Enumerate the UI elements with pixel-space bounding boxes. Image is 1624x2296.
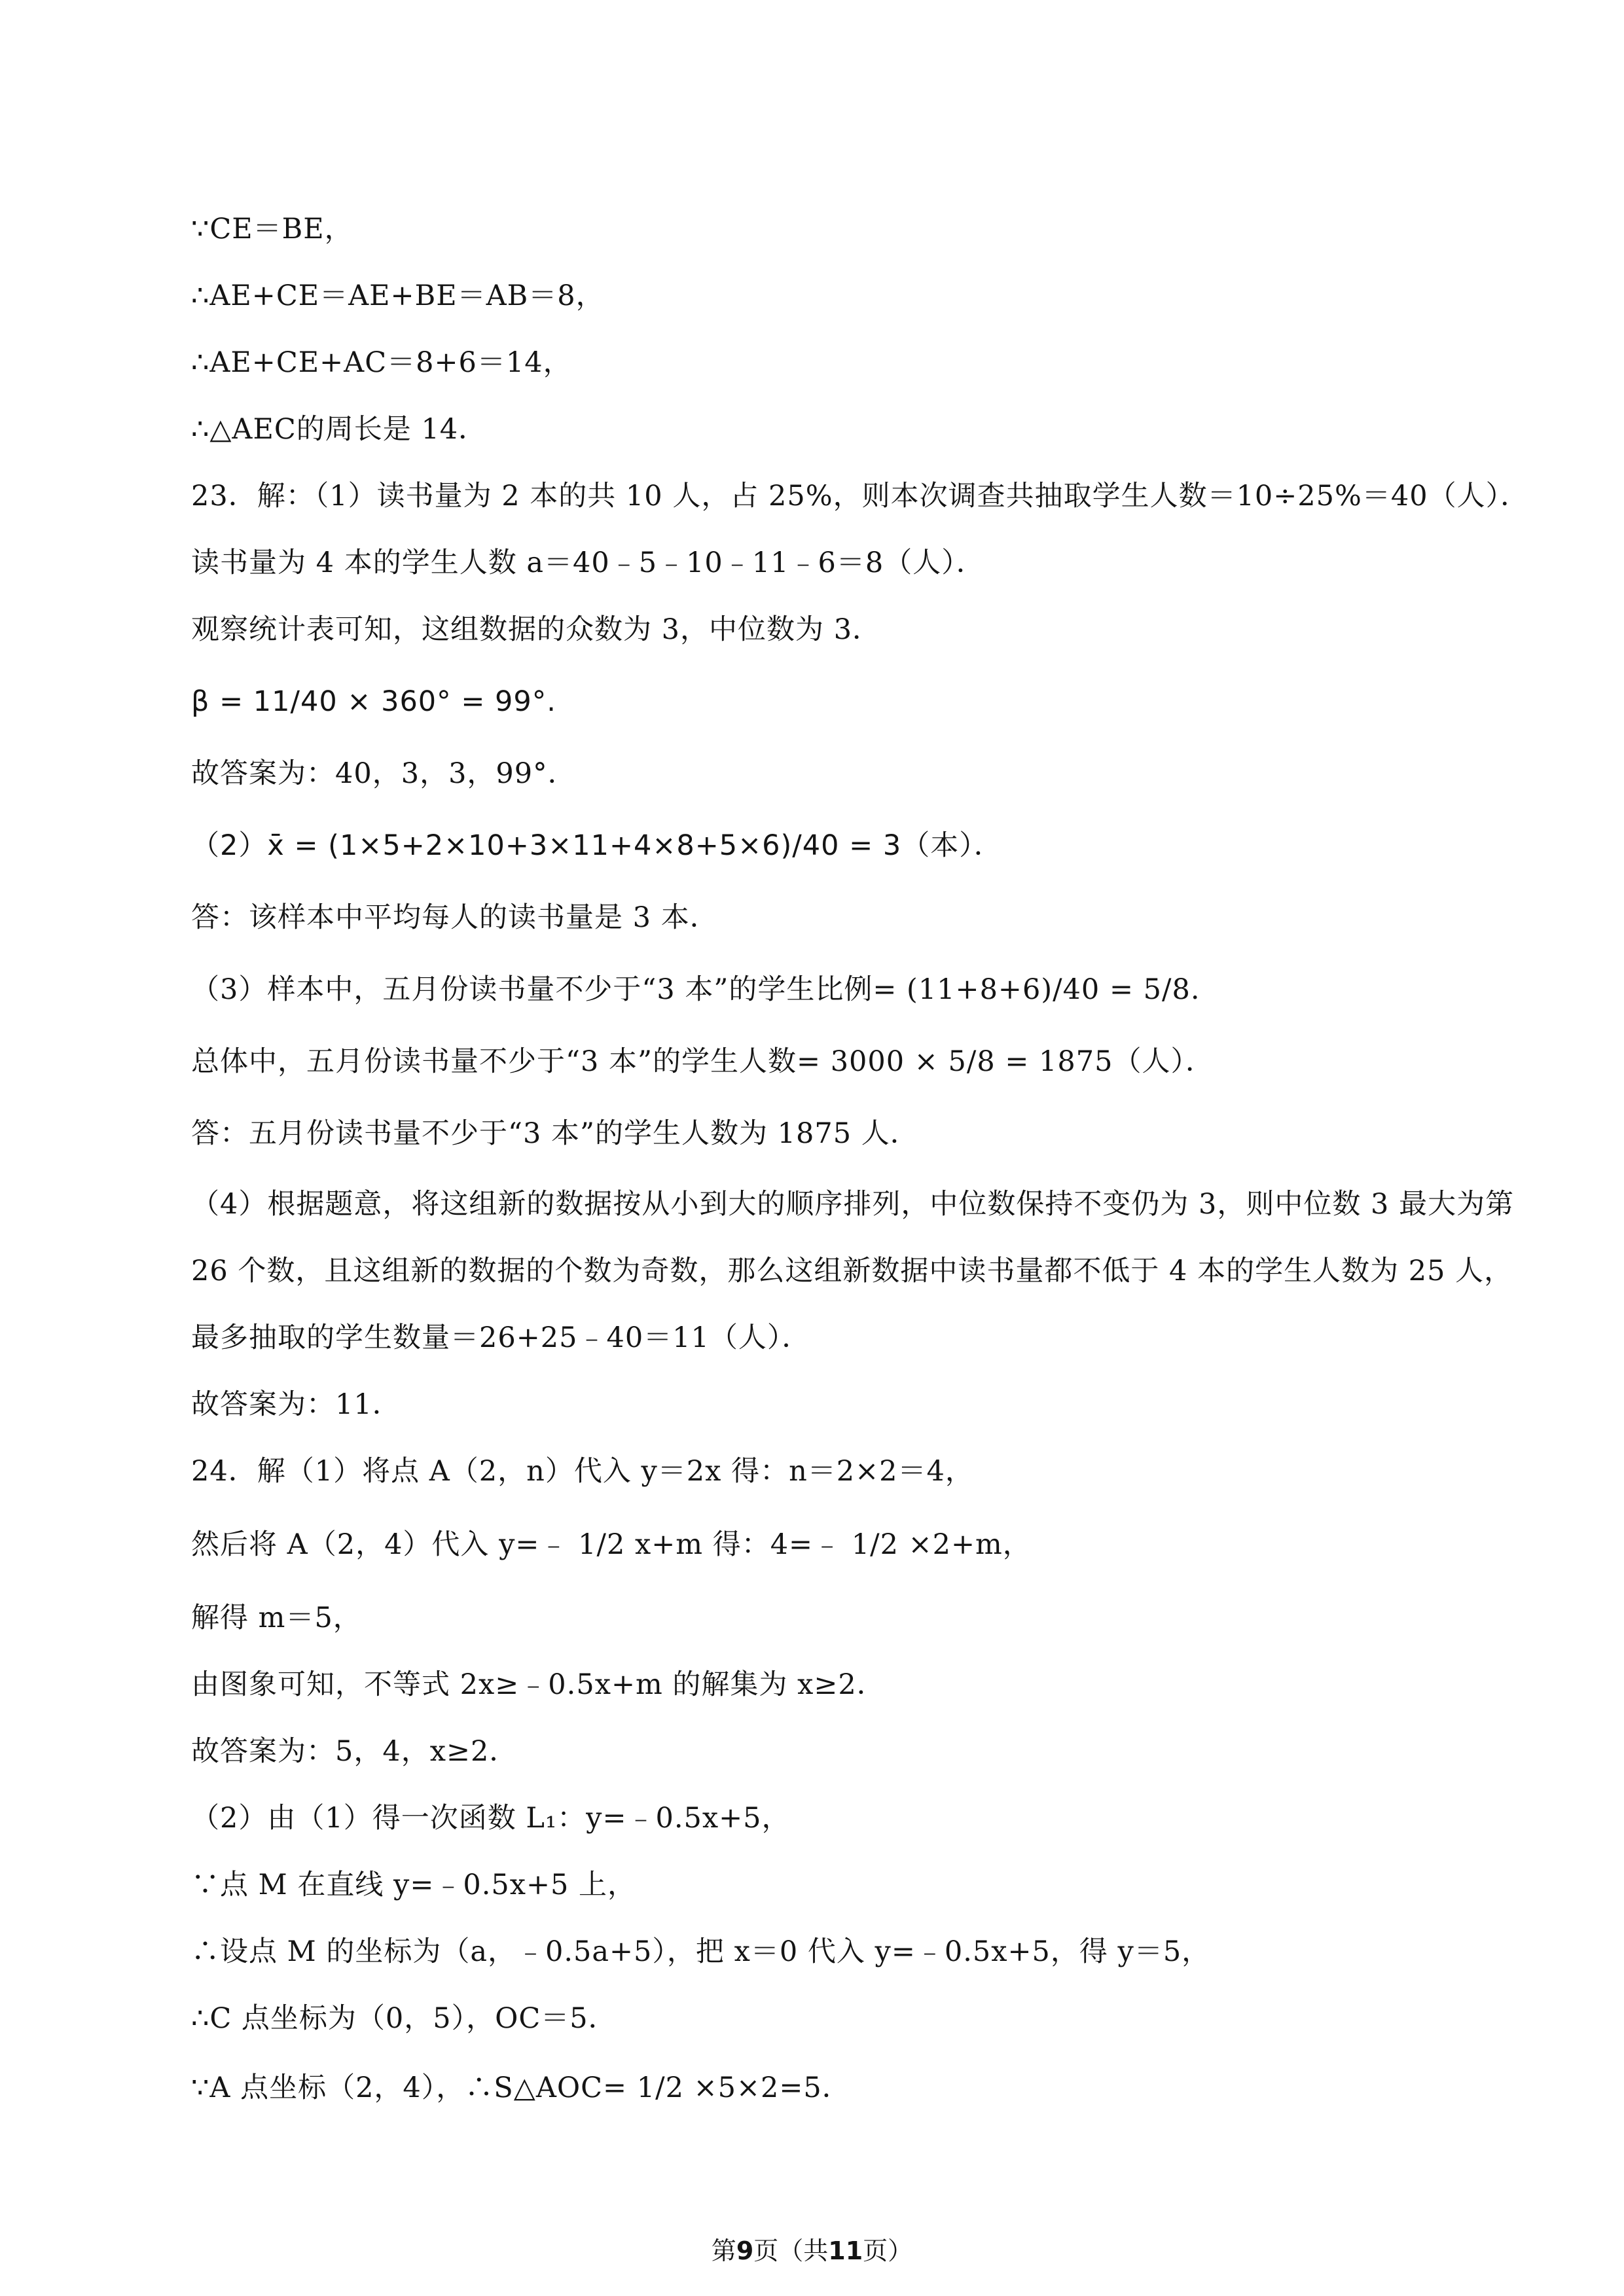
footer-middle: 页（共 [753,2236,829,2265]
text-line-26: ∴设点 M 的坐标为（a，﹣0.5a+5），把 x＝0 代入 y=﹣0.5x+5，得 y＝5， [191,1935,1211,1968]
text-line-17: 最多抽取的学生数量＝26+25﹣40＝11（人）． [191,1321,811,1354]
text-line-21: 解得 m＝5， [191,1602,362,1634]
text-line-11: 答：该样本中平均每人的读书量是 3 本． [191,901,719,934]
text-line-5: 23．解：（1）读书量为 2 本的共 10 人，占 25%，则本次调查共抽取学生人数＝10÷25%＝40（人）． [191,480,1530,512]
text-line-27: ∴C 点坐标为（0，5），OC＝5． [191,2002,617,2035]
text-line-3: ∴AE+CE+AC＝8+6＝14， [191,346,572,379]
text-line-4: ∴△AEC的周长是 14． [191,413,488,446]
text-line-19: 24．解（1）将点 A（2，n）代入 y＝2x 得：n＝2×2＝4， [191,1455,974,1488]
formula-beta: β = 11/40 × 360° = 99°. [191,685,556,718]
footer-total-pages: 11 [828,2236,863,2265]
footer-suffix: 页） [863,2236,913,2265]
footer-prefix: 第 [711,2236,736,2265]
text-line-14: 答：五月份读书量不少于“3 本”的学生人数为 1875 人． [191,1117,919,1150]
formula-ratio: （3）样本中，五月份读书量不少于“3 本”的学生比例= (11+8+6)/40 = 5/8. [191,973,1200,1006]
text-line-6: 读书量为 4 本的学生人数 a＝40﹣5﹣10﹣11﹣6＝8（人）． [191,547,985,579]
text-line-24: （2）由（1）得一次函数 L₁：y=﹣0.5x+5， [191,1802,791,1835]
text-line-18: 故答案为：11． [191,1388,401,1421]
text-line-28: ∵A 点坐标（2，4），∴S△AOC= 1/2 ×5×2=5． [191,2072,851,2104]
text-line-16: 26 个数，且这组新的数据的个数为奇数，那么这组新数据中读书量都不低于 4 本的学生人数为 25 人， [191,1255,1513,1287]
text-line-15: （4）根据题意，将这组新的数据按从小到大的顺序排列，中位数保持不变仍为 3，则中位数 3 最大为第 [191,1188,1515,1221]
text-line-20: 然后将 A（2，4）代入 y=﹣ 1/2 x+m 得：4=﹣ 1/2 ×2+m， [191,1528,1032,1561]
formula-total: 总体中，五月份读书量不少于“3 本”的学生人数= 3000 × 5/8 = 1875（人）． [191,1045,1214,1078]
text-line-22: 由图象可知，不等式 2x≥﹣0.5x+m 的解集为 x≥2． [191,1668,886,1701]
footer-page-number: 9 [736,2236,754,2265]
text-line-1: ∵CE＝BE， [191,213,353,245]
formula-mean: （2）x̄ = (1×5+2×10+3×11+4×8+5×6)/40 = 3（本）． [191,829,1003,862]
text-line-9: 故答案为：40，3，3，99°． [191,757,577,790]
text-line-2: ∴AE+CE＝AE+BE＝AB＝8， [191,279,605,312]
text-line-23: 故答案为：5，4，x≥2． [191,1735,518,1768]
text-line-7: 观察统计表可知，这组数据的众数为 3，中位数为 3． [191,613,882,646]
page-footer [0,2231,1624,2267]
text-line-25: ∵点 M 在直线 y=﹣0.5x+5 上， [191,1869,637,1901]
